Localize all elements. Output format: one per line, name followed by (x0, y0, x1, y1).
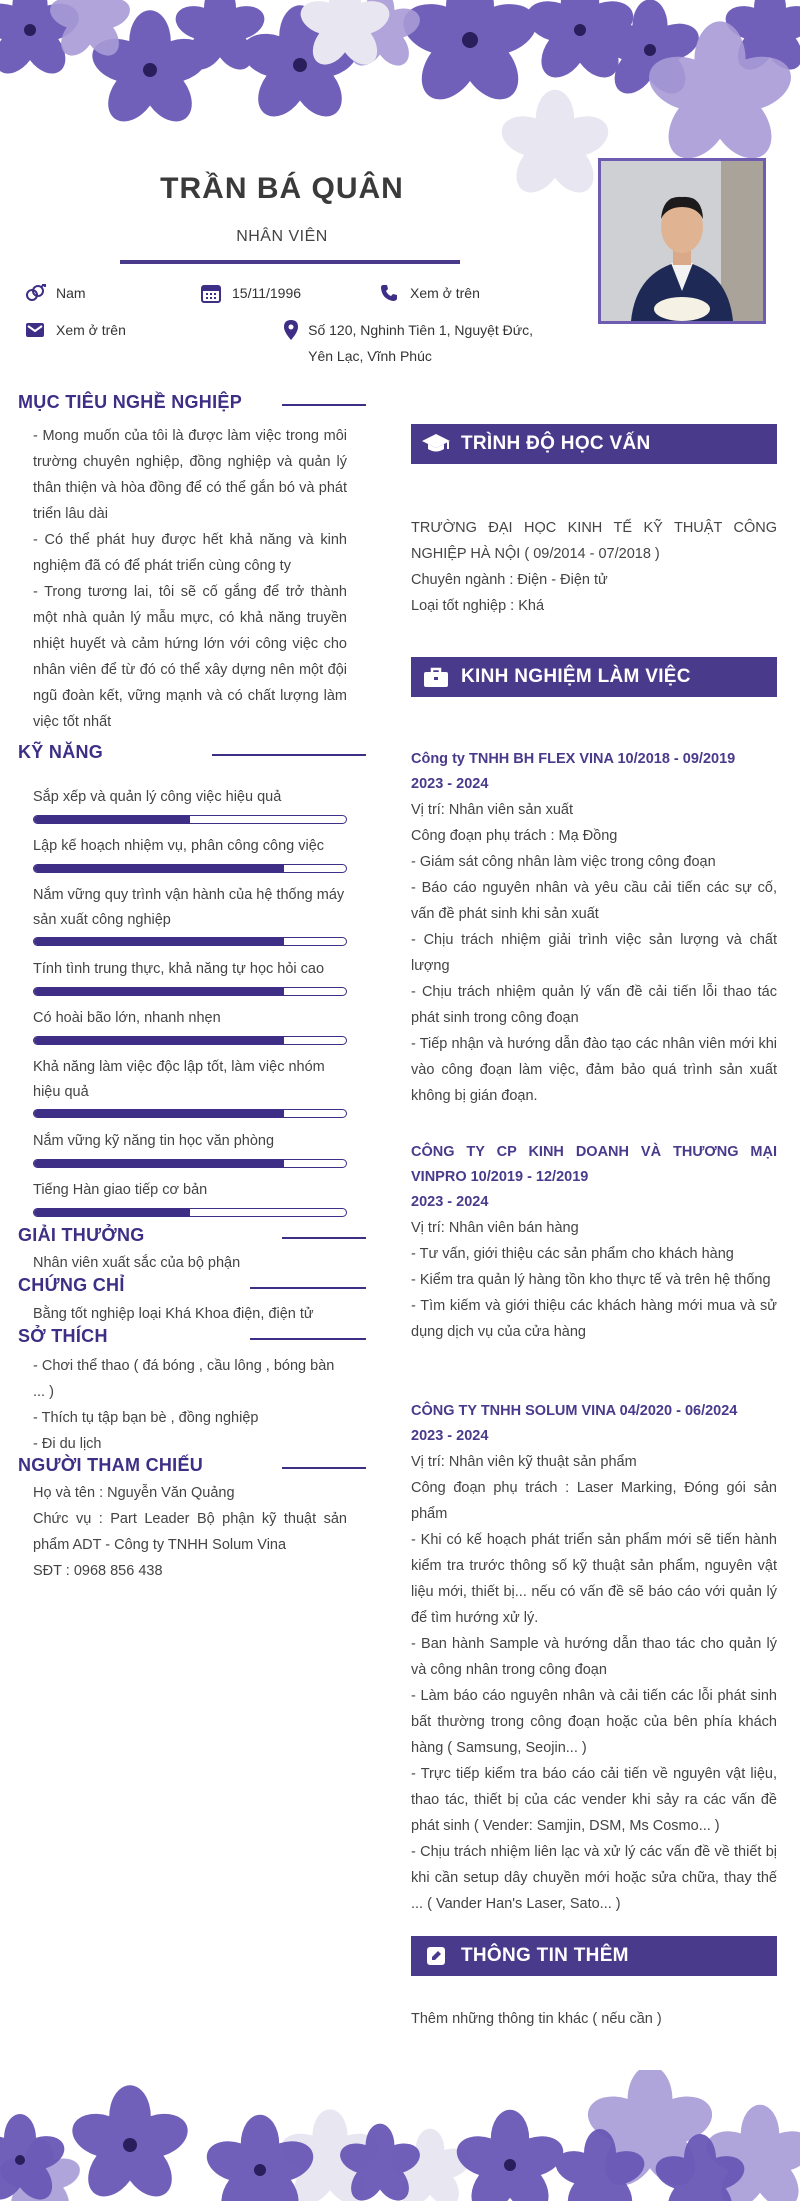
gender-info (24, 280, 86, 306)
candidate-position: NHÂN VIÊN (236, 228, 328, 245)
gender-value: Nam (56, 285, 86, 301)
skill-bar-fill (34, 938, 284, 945)
job-entry (411, 747, 777, 1109)
experience-banner (411, 657, 777, 697)
email-info (24, 317, 126, 343)
job-line: - Tiếp nhận và hướng dẫn đào tạo các nhân viên mới khi vào công đoạn làm việc, đảm bảo quá trình sản xuất không bị gián đoạn. (411, 1036, 777, 1104)
reference-line: Họ và tên : Nguyễn Văn Quảng (33, 1485, 235, 1501)
calendar-icon (200, 280, 222, 306)
certificates-text: Bằng tốt nghiệp loại Khá Khoa điện, điện tử (33, 1306, 314, 1322)
job-line: Công đoạn phụ trách : Laser Marking, Đóng gói sản phẩm (411, 1480, 777, 1522)
edit-icon (411, 1946, 461, 1966)
skill-bar (33, 1208, 347, 1217)
skill-bar-fill (34, 1160, 284, 1167)
references-text (33, 1480, 347, 1584)
job-period: 2023 - 2024 (411, 1428, 489, 1444)
skill-bar (33, 987, 347, 996)
skill-label: Nắm vững kỹ năng tin học văn phòng (33, 1133, 275, 1149)
profile-photo (598, 158, 766, 324)
skill-item (33, 957, 347, 996)
job-line: Vị trí: Nhân viên kỹ thuật sản phẩm (411, 1454, 637, 1470)
career-objective-heading: MỤC TIÊU NGHỀ NGHIỆP (18, 392, 243, 412)
job-company: CÔNG TY CP KINH DOANH VÀ THƯƠNG MẠI VINPRO 10/2019 - 12/2019 (411, 1144, 777, 1185)
skill-label: Tính tình trung thực, khả năng tự học hỏi cao (33, 961, 325, 977)
skill-bar-fill (34, 1110, 284, 1117)
skill-item (33, 1178, 347, 1217)
objective-line: - Trong tương lai, tôi sẽ cố gắng để trở thành một nhà quản lý mẫu mực, có khả năng truyền nhiệt huyết và cảm hứng lớn với công việc cho nhân viên để từ đó có thể xây dựng nên một đội ngũ đoàn kết, vững mạnh và có chất lượng làm việc tốt nhất (33, 584, 347, 730)
gender-icon (24, 280, 46, 306)
job-period: 2023 - 2024 (411, 776, 489, 792)
skill-label: Sắp xếp và quản lý công việc hiệu quả (33, 789, 282, 805)
job-line: Vị trí: Nhân viên bán hàng (411, 1220, 579, 1236)
job-line: - Trực tiếp kiểm tra báo cáo cải tiến về nguyên vật liệu, thao tác, thiết bị của các vender khi sảy ra các vấn đề phát sinh ( Vender: Samjin, DSM, Ms Cosmo... ) (411, 1766, 777, 1834)
graduation-cap-icon (411, 434, 461, 454)
skill-bar (33, 1036, 347, 1045)
hobbies-text (33, 1353, 347, 1457)
hobby-line: - Chơi thể thao ( đá bóng , cầu lông , bóng bàn ... ) (33, 1358, 335, 1400)
additional-info-banner (411, 1936, 777, 1976)
hobby-line: - Thích tụ tập bạn bè , đồng nghiệp (33, 1410, 259, 1426)
objective-line: - Mong muốn của tôi là được làm việc trong môi trường chuyên nghiệp, đồng nghiệp và quản lý thân thiện và hòa đồng để có thể gắn bó và phát triển lâu dài (33, 428, 347, 522)
birthdate-value: 15/11/1996 (232, 285, 302, 301)
briefcase-icon (411, 667, 461, 687)
education-line: TRƯỜNG ĐẠI HỌC KINH TẾ KỸ THUẬT CÔNG NGHIỆP HÀ NỘI ( 09/2014 - 07/2018 ) (411, 520, 777, 562)
phone-icon (378, 280, 400, 306)
address-info (284, 317, 534, 369)
location-pin-icon (284, 317, 298, 343)
skill-item (33, 1129, 347, 1168)
skill-item (33, 785, 347, 824)
job-line: - Chịu trách nhiệm liên lạc và xử lý các vấn đề về thiết bị khi cần setup dây chuyền mới hoặc sửa chữa, thay thế ... ( Vander Han's Laser, Sato... ) (411, 1844, 777, 1912)
education-banner (411, 424, 777, 464)
job-line: - Ban hành Sample và hướng dẫn thao tác cho quản lý và công nhân trong công đoạn (411, 1636, 777, 1678)
references-heading: NGƯỜI THAM CHIẾU (18, 1455, 204, 1475)
job-line: - Giám sát công nhân làm việc trong công đoạn (411, 854, 716, 870)
certificates-heading: CHỨNG CHỈ (18, 1275, 125, 1295)
skill-bar (33, 864, 347, 873)
phone-value: Xem ở trên (410, 285, 480, 301)
references-rule (282, 1467, 366, 1469)
skill-item (33, 834, 347, 873)
job-company: CÔNG TY TNHH SOLUM VINA 04/2020 - 06/2024 (411, 1403, 738, 1419)
reference-line: Chức vụ : Part Leader Bộ phận kỹ thuật sản phẩm ADT - Công ty TNHH Solum Vina (33, 1511, 347, 1553)
phone-info (378, 280, 480, 306)
hobbies-rule (250, 1338, 366, 1340)
skill-bar-fill (34, 1037, 284, 1044)
education-line: Chuyên ngành : Điện - Điện tử (411, 572, 608, 588)
awards-text: Nhân viên xuất sắc của bộ phận (33, 1255, 241, 1271)
education-line: Loại tốt nghiệp : Khá (411, 598, 545, 614)
hobby-line: - Đi du lịch (33, 1436, 102, 1452)
education-text (411, 515, 777, 619)
job-period: 2023 - 2024 (411, 1194, 489, 1210)
skill-item (33, 1055, 347, 1118)
job-line: Vị trí: Nhân viên sản xuất (411, 802, 573, 818)
objective-line: - Có thể phát huy được hết khả năng và kinh nghiệm đã có để phát triển cùng công ty (33, 532, 347, 574)
skill-item (33, 1006, 347, 1045)
skills-heading: KỸ NĂNG (18, 742, 104, 762)
skill-bar-fill (34, 865, 284, 872)
job-line: - Khi có kế hoạch phát triển sản phẩm mới sẽ tiến hành kiểm tra trước thông số kỹ thuật sản phẩm, nguyên vật liệu mới, thiết bị... nếu có vấn đề sẽ báo cáo với quản lý để tìm hướng xử lý. (411, 1532, 777, 1626)
reference-line: SĐT : 0968 856 438 (33, 1563, 163, 1579)
skill-bar (33, 937, 347, 946)
certificates-rule (250, 1287, 366, 1289)
email-value: Xem ở trên (56, 322, 126, 338)
skill-item (33, 883, 347, 946)
education-heading: TRÌNH ĐỘ HỌC VẤN (461, 433, 651, 454)
skill-label: Lập kế hoạch nhiệm vụ, phân công công việc (33, 838, 325, 854)
floral-footer-decoration (0, 2070, 800, 2201)
job-line: - Chịu trách nhiệm quản lý vấn đề cải tiến lỗi thao tác phát sinh trong công đoạn (411, 984, 777, 1026)
job-line: - Tìm kiếm và giới thiệu các khách hàng mới mua và sử dụng dịch vụ của cửa hàng (411, 1298, 777, 1340)
skill-label: Tiếng Hàn giao tiếp cơ bản (33, 1182, 208, 1198)
job-entry (411, 1399, 777, 1917)
skill-label: Nắm vững quy trình vận hành của hệ thống máy sản xuất công nghiệp (33, 887, 345, 928)
skill-bar-fill (34, 988, 284, 995)
career-objective-rule (282, 404, 366, 406)
address-value: Số 120, Nghinh Tiên 1, Nguyệt Đức, Yên Lạc, Vĩnh Phúc (308, 322, 534, 364)
job-line: - Kiểm tra quản lý hàng tồn kho thực tế và trên hệ thống (411, 1272, 771, 1288)
skill-bar (33, 1159, 347, 1168)
skills-rule (212, 754, 366, 756)
hobbies-heading: SỞ THÍCH (18, 1326, 108, 1346)
job-line: Công đoạn phụ trách : Mạ Đồng (411, 828, 618, 844)
skill-label: Khả năng làm việc độc lập tốt, làm việc nhóm hiệu quả (33, 1059, 325, 1100)
skill-bar-fill (34, 816, 190, 823)
email-icon (24, 317, 46, 343)
job-line: - Báo cáo nguyên nhân và yêu cầu cải tiến các sự cố, vấn đề phát sinh khi sản xuất (411, 880, 777, 922)
awards-rule (282, 1237, 366, 1239)
job-line: - Chịu trách nhiệm giải trình việc sản lượng và chất lượng (411, 932, 777, 974)
candidate-name: TRẦN BÁ QUÂN (160, 172, 404, 205)
career-objective-text (33, 423, 347, 735)
name-underline (120, 260, 460, 264)
skill-bar (33, 815, 347, 824)
awards-heading: GIẢI THƯỞNG (18, 1225, 145, 1245)
additional-info-text: Thêm những thông tin khác ( nếu cần ) (411, 2011, 662, 2027)
job-entry (411, 1140, 777, 1345)
skill-bar (33, 1109, 347, 1118)
additional-info-heading: THÔNG TIN THÊM (461, 1945, 629, 1966)
skill-bar-fill (34, 1209, 190, 1216)
job-line: - Tư vấn, giới thiệu các sản phẩm cho khách hàng (411, 1246, 734, 1262)
birthdate-info (200, 280, 301, 306)
experience-heading: KINH NGHIỆM LÀM VIỆC (461, 666, 691, 687)
job-line: - Làm báo cáo nguyên nhân và cải tiến các lỗi phát sinh bất thường trong công đoạn hoặc của bên phía khách hàng ( Samsung, Seojin... ) (411, 1688, 777, 1756)
skill-label: Có hoài bão lớn, nhanh nhẹn (33, 1010, 221, 1026)
job-company: Công ty TNHH BH FLEX VINA 10/2018 - 09/2019 (411, 751, 736, 767)
